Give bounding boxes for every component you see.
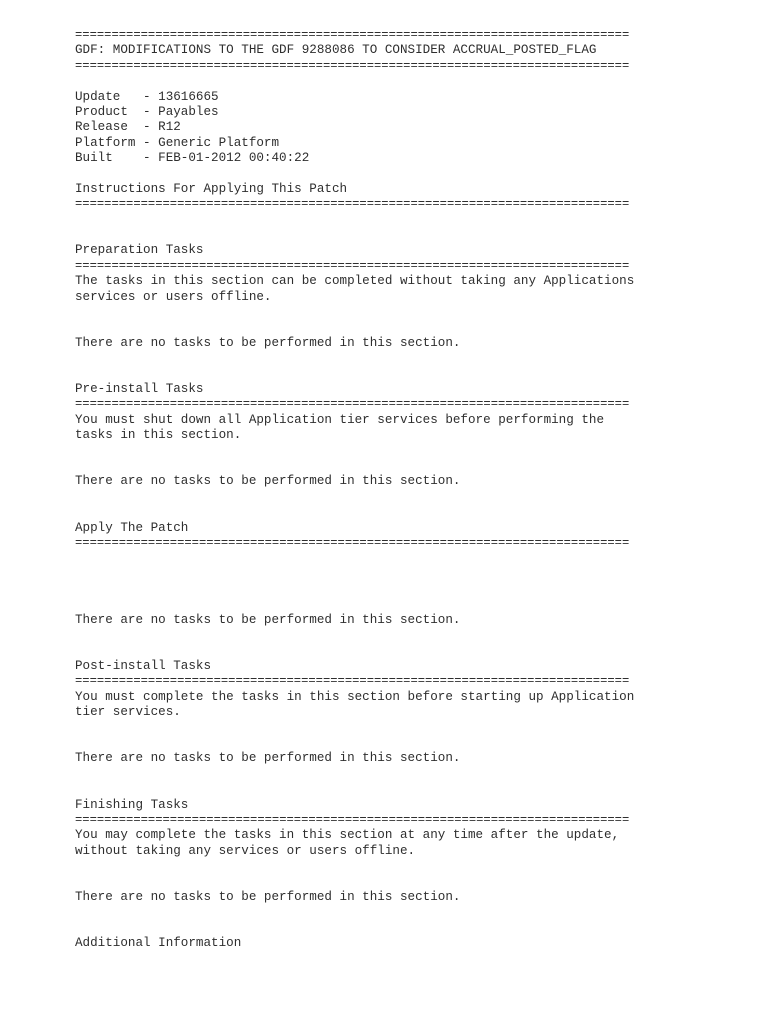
rule-line: ============================================================================ <box>75 58 630 73</box>
rule-line: ============================================================================ <box>75 28 630 42</box>
patch-readme-document <box>75 28 675 951</box>
section-desc: You must complete the tasks in this section before starting up Application <box>75 689 635 704</box>
blank-line <box>75 167 675 182</box>
blank-line <box>75 320 675 335</box>
blank-line <box>75 859 675 874</box>
blank-line <box>75 628 675 643</box>
section-desc: services or users offline. <box>75 289 272 304</box>
meta-platform: Platform - Generic Platform <box>75 135 280 150</box>
section-desc: You may complete the tasks in this section at any time after the update, <box>75 828 620 843</box>
blank-line <box>75 921 675 936</box>
rule-line: ============================================================================ <box>75 258 630 273</box>
rule-line: ============================================================================ <box>75 535 630 550</box>
section-desc: The tasks in this section can be completed without taking any Applications <box>75 274 635 289</box>
blank-line <box>75 582 675 597</box>
section-desc: tier services. <box>75 705 181 720</box>
blank-line <box>75 721 675 736</box>
meta-update: Update - 13616665 <box>75 89 219 104</box>
section-note: There are no tasks to be performed in this section. <box>75 612 461 627</box>
blank-line <box>75 874 675 889</box>
meta-built: Built - FEB-01-2012 00:40:22 <box>75 151 310 166</box>
blank-line <box>75 351 675 366</box>
rule-line: ============================================================================ <box>75 812 630 827</box>
section-note: There are no tasks to be performed in this section. <box>75 474 461 489</box>
blank-line <box>75 490 675 505</box>
blank-line <box>75 444 675 459</box>
section-note: There are no tasks to be performed in this section. <box>75 889 461 904</box>
blank-line <box>75 905 675 920</box>
section-desc: tasks in this section. <box>75 428 242 443</box>
section-heading-preinstall: Pre-install Tasks <box>75 381 204 396</box>
meta-release: Release - R12 <box>75 120 181 135</box>
blank-line <box>75 459 675 474</box>
blank-line <box>75 228 675 243</box>
instructions-heading: Instructions For Applying This Patch <box>75 181 348 196</box>
rule-line: ============================================================================ <box>75 197 630 212</box>
rule-line: ============================================================================ <box>75 397 630 412</box>
blank-line <box>75 736 675 751</box>
blank-line <box>75 367 675 382</box>
blank-line <box>75 74 675 89</box>
blank-line <box>75 782 675 797</box>
blank-line <box>75 213 675 228</box>
section-desc: You must shut down all Application tier services before performing the <box>75 412 605 427</box>
section-heading-postinstall: Post-install Tasks <box>75 659 212 674</box>
blank-line <box>75 644 675 659</box>
section-note: There are no tasks to be performed in this section. <box>75 751 461 766</box>
blank-line <box>75 767 675 782</box>
blank-line <box>75 597 675 612</box>
section-heading-preparation: Preparation Tasks <box>75 243 204 258</box>
section-heading-apply: Apply The Patch <box>75 520 189 535</box>
blank-line <box>75 567 675 582</box>
blank-line <box>75 305 675 320</box>
document-title: GDF: MODIFICATIONS TO THE GDF 9288086 TO CONSIDER ACCRUAL_POSTED_FLAG <box>75 43 597 58</box>
section-note: There are no tasks to be performed in this section. <box>75 335 461 350</box>
section-heading-finishing: Finishing Tasks <box>75 797 189 812</box>
section-desc: without taking any services or users offline. <box>75 843 416 858</box>
blank-line <box>75 551 675 566</box>
meta-product: Product - Payables <box>75 104 219 119</box>
blank-line <box>75 505 675 520</box>
additional-information-heading: Additional Information <box>75 936 242 951</box>
rule-line: ============================================================================ <box>75 674 630 689</box>
